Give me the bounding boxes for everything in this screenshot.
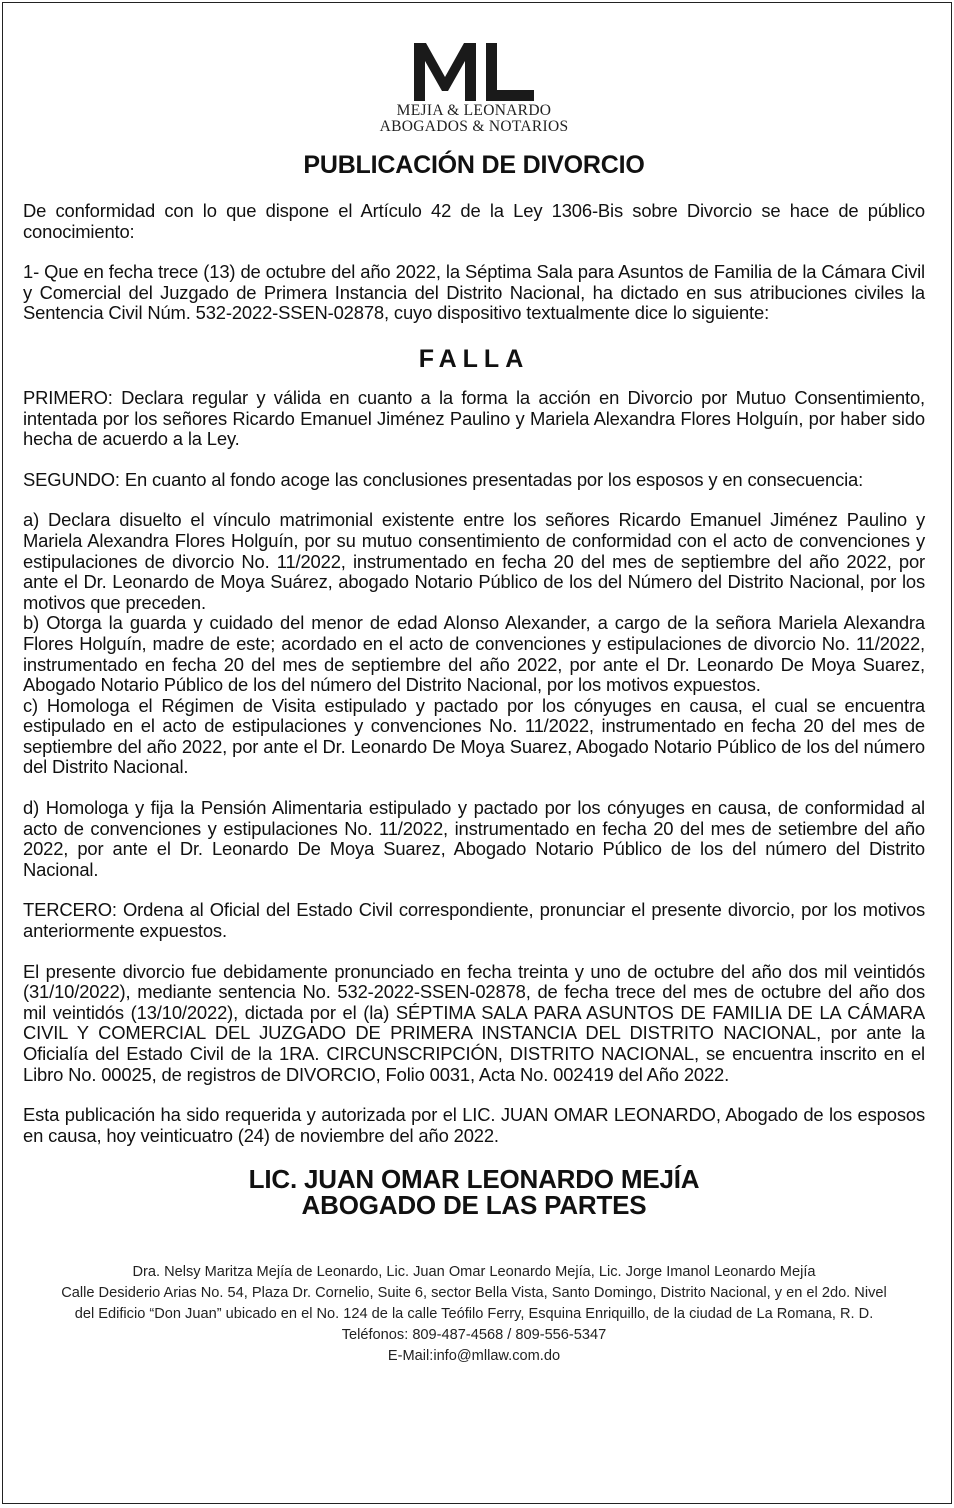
footer-partners: Dra. Nelsy Maritza Mejía de Leonardo, Lic. Juan Omar Leonardo Mejía, Lic. Jorge Imanol Leonardo Mejía (132, 1264, 816, 1281)
falla-heading: FALLA (418, 344, 530, 373)
item-c-paragraph: c) Homologa el Régimen de Visita estipulado y pactado por los cónyuges en causa, el cual se encuentra estipulado en el acto de estipulaciones y convenciones No. 11/2022, instrumentado en fecha 20 del mes de septiembre del año 2022, por ante el Dr. Leonardo De Moya Suarez, Abogado Notario Público de los del número del Distrito Nacional. (23, 694, 925, 778)
authorization-paragraph: Esta publicación ha sido requerida y autorizada por el LIC. JUAN OMAR LEONARDO, Abogado de los esposos en causa, hoy veinticuatro (24) de noviembre del año 2022. (23, 1104, 925, 1146)
point-1-paragraph: 1- Que en fecha trece (13) de octubre del año 2022, la Séptima Sala para Asuntos de Familia de la Cámara Civil y Comercial del Juzgado de Primera Instancia del Distrito Nacional, ha dictado en sus atribuciones civiles la Sentencia Civil Núm. 532-2022-SSEN-02878, cuyo dispositivo textualmente dice lo siguiente: (23, 261, 925, 324)
segundo-paragraph: SEGUNDO: En cuanto al fondo acoge las conclusiones presentadas por los esposos y en consecuencia: (23, 468, 864, 490)
firm-contact-footer (23, 1262, 925, 1367)
publication-page (2, 2, 952, 1504)
firm-logo (364, 39, 584, 135)
footer-address: Calle Desiderio Arias No. 54, Plaza Dr. Cornelio, Suite 6, sector Bella Vista, Santo Domingo, Distrito Nacional, y en el 2do. Nivel del Edificio “Don Juan” ubicado en el No. 124 de la calle Teófilo Ferry, Esquina Enriquillo, de la ciudad de La Romana, R. D. (61, 1285, 887, 1323)
item-b-paragraph: b) Otorga la guarda y cuidado del menor de edad Alonso Alexander, a cargo de la señora Mariela Alexandra Flores Holguín, madre de este; acordado en el acto de convenciones y estipulaciones de divorcio No. 11/2022, instrumentado en fecha 20 del mes de septiembre del año 2022, por ante el Dr. Leonardo De Moya Suarez, Abogado Notario Público de los del número del Distrito Nacional, por los motivos expuestos. (23, 612, 925, 696)
signature-block (23, 1164, 925, 1221)
page-title: PUBLICACIÓN DE DIVORCIO (303, 151, 645, 179)
item-a-paragraph: a) Declara disuelto el vínculo matrimonial existente entre los señores Ricardo Emanuel Jiménez Paulino y Mariela Alexandra Flores Holguín, por su mutuo consentimiento de conformidad con el acto de convenciones y estipulaciones de divorcio No. 11/2022, instrumentado en fecha 20 del mes de septiembre del año 2022, por ante el Dr. Leonardo de Moya Suárez, abogado Notario Público de los del Número del Distrito Nacional, por los motivos que preceden. (23, 509, 925, 613)
item-d-paragraph: d) Homologa y fija la Pensión Alimentaria estipulado y pactado por los cónyuges en causa, de conformidad al acto de convenciones y estipulaciones No. 11/2022, instrumentado en fecha 20 del mes de setiembre del año 2022, por ante el Dr. Leonardo De Moya Suarez, Abogado Notario Público de los del número del Distrito Nacional. (23, 797, 925, 880)
intro-paragraph: De conformidad con lo que dispone el Artículo 42 de la Ley 1306-Bis sobre Divorcio se hace de público conocimiento: (23, 200, 925, 242)
ml-monogram-logo (412, 39, 536, 103)
signature-role: ABOGADO DE LAS PARTES (301, 1190, 647, 1221)
footer-email: E-Mail:info@mllaw.com.do (387, 1348, 561, 1365)
signature-name: LIC. JUAN OMAR LEONARDO MEJÍA (248, 1164, 700, 1195)
logo-firm-tagline: ABOGADOS & NOTARIOS (379, 118, 569, 135)
pronounced-paragraph: El presente divorcio fue debidamente pronunciado en fecha treinta y uno de octubre del año dos mil veintidós (31/10/2022), mediante sentencia No. 532-2022-SSEN-02878, de fecha trece del mes de octubre del año dos mil veintidós (13/10/2022), dictada por el (la) SÉPTIMA SALA PARA ASUNTOS DE FAMILIA DE LA CÁMARA CIVIL Y COMERCIAL DEL JUZGADO DE PRIMERA INSTANCIA DEL DISTRITO NACIONAL, por ante la Oficialía del Estado Civil de la 1RA. CIRCUNSCRIPCIÓN, DISTRITO NACIONAL, se encuentra inscrito en el Libro No. 00025, de registros de DIVORCIO, Folio 0031, Acta No. 002419 del Año 2022. (23, 960, 925, 1085)
tercero-paragraph: TERCERO: Ordena al Oficial del Estado Civil correspondiente, pronunciar el presente divorcio, por los motivos anteriormente expuestos. (23, 899, 925, 942)
logo-firm-name: MEJIA & LEONARDO (396, 102, 552, 119)
primero-paragraph: PRIMERO: Declara regular y válida en cuanto a la forma la acción en Divorcio por Mutuo Consentimiento, intentada por los señores Ricardo Emanuel Jiménez Paulino y Mariela Alexandra Flores Holguín, por haber sido hecha de acuerdo a la Ley. (23, 386, 925, 450)
footer-phones: Teléfonos: 809-487-4568 / 809-556-5347 (341, 1327, 607, 1344)
